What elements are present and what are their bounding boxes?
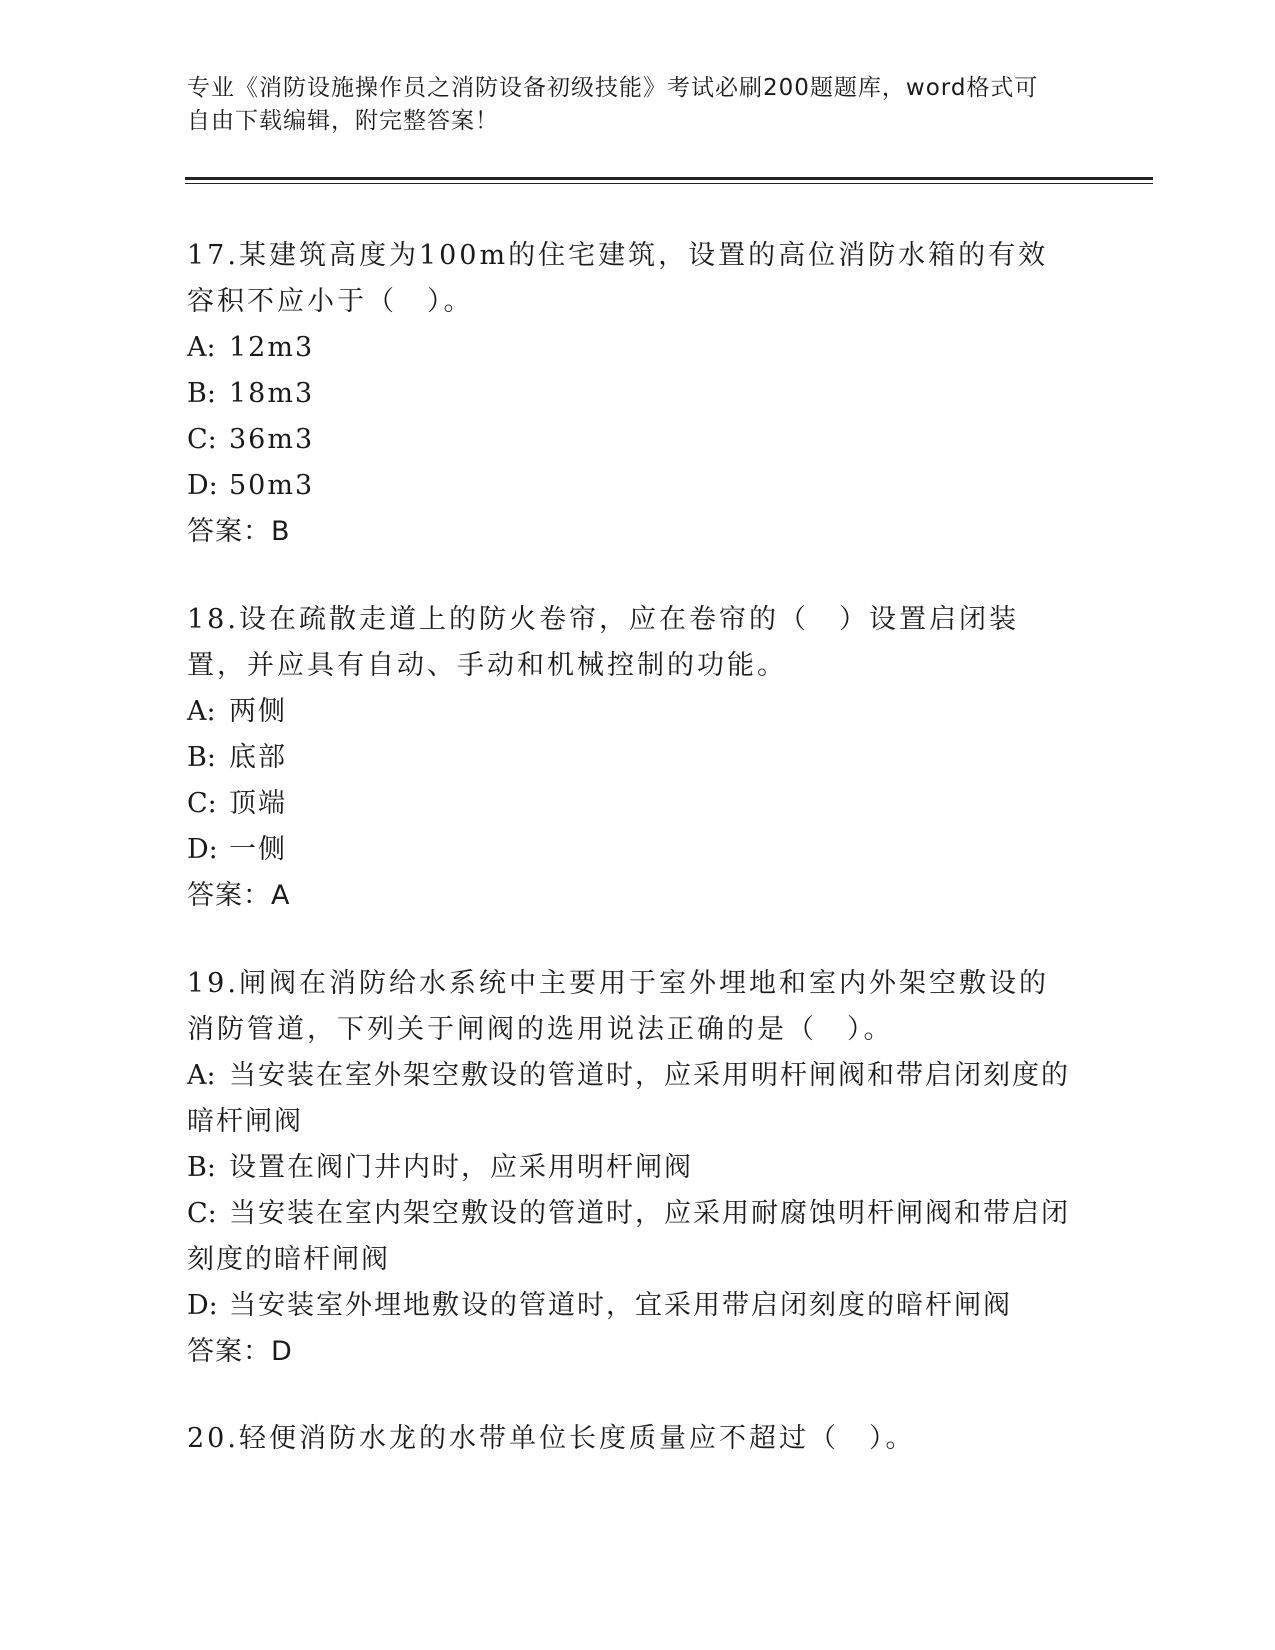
question-stem: 19.闸阀在消防给水系统中主要用于室外埋地和室内外架空敷设的消防管道，下列关于闸阀的选用说法正确的是（ ）。 bbox=[187, 968, 1049, 1045]
answer-line: 答案：B bbox=[187, 516, 291, 547]
option-text: 底部 bbox=[229, 742, 287, 773]
option-d bbox=[187, 1283, 1072, 1329]
header-line-2: 自由下载编辑，附完整答案！ bbox=[187, 108, 499, 134]
option-b bbox=[187, 371, 1072, 417]
option-c bbox=[187, 781, 1072, 827]
option-text: 顶端 bbox=[229, 788, 287, 819]
option-letter: A: bbox=[187, 1060, 216, 1091]
question-18 bbox=[187, 597, 1072, 919]
option-letter: C: bbox=[187, 788, 217, 819]
option-letter: B: bbox=[187, 1152, 216, 1183]
question-19 bbox=[187, 961, 1072, 1375]
option-letter: B: bbox=[187, 378, 216, 409]
option-text: 当安装室外埋地敷设的管道时，宜采用带启闭刻度的暗杆闸阀 bbox=[229, 1290, 1012, 1321]
question-stem: 18.设在疏散走道上的防火卷帘，应在卷帘的（ ）设置启闭装置，并应具有自动、手动和机械控制的功能。 bbox=[187, 604, 1019, 681]
option-b bbox=[187, 1145, 1072, 1191]
option-d bbox=[187, 827, 1072, 873]
question-stem: 17.某建筑高度为100m的住宅建筑，设置的高位消防水箱的有效容积不应小于（ ）。 bbox=[187, 240, 1049, 317]
option-text: 当安装在室外架空敷设的管道时，应采用明杆闸阀和带启闭刻度的暗杆闸阀 bbox=[187, 1060, 1070, 1137]
option-letter: C: bbox=[187, 424, 217, 455]
option-text: 当安装在室内架空敷设的管道时，应采用耐腐蚀明杆闸阀和带启闭刻度的暗杆闸阀 bbox=[187, 1198, 1070, 1275]
option-c bbox=[187, 1191, 1072, 1283]
option-text: 两侧 bbox=[229, 696, 287, 727]
option-letter: B: bbox=[187, 742, 216, 773]
question-stem: 20.轻便消防水龙的水带单位长度质量应不超过（ ）。 bbox=[187, 1423, 916, 1454]
option-letter: C: bbox=[187, 1198, 217, 1229]
option-letter: D: bbox=[187, 470, 218, 501]
header-line-1: 专业《消防设施操作员之消防设备初级技能》考试必刷200题题库，word格式可 bbox=[187, 75, 1039, 101]
header-divider-thick bbox=[185, 177, 1153, 180]
option-text: 18m3 bbox=[229, 378, 315, 409]
option-text: 设置在阀门井内时，应采用明杆闸阀 bbox=[229, 1152, 693, 1183]
option-letter: D: bbox=[187, 834, 218, 865]
option-c bbox=[187, 417, 1072, 463]
option-a bbox=[187, 325, 1072, 371]
option-letter: D: bbox=[187, 1290, 218, 1321]
option-text: 50m3 bbox=[229, 470, 315, 501]
header-divider-thin bbox=[185, 183, 1153, 184]
answer-line: 答案：A bbox=[187, 880, 291, 911]
question-20 bbox=[187, 1416, 1072, 1462]
option-text: 一侧 bbox=[229, 834, 287, 865]
document-header bbox=[187, 72, 1067, 138]
option-text: 12m3 bbox=[229, 332, 315, 363]
option-text: 36m3 bbox=[229, 424, 315, 455]
option-letter: A: bbox=[187, 332, 216, 363]
option-a bbox=[187, 1053, 1072, 1145]
option-d bbox=[187, 463, 1072, 509]
option-a bbox=[187, 689, 1072, 735]
option-b bbox=[187, 735, 1072, 781]
question-17 bbox=[187, 233, 1072, 555]
option-letter: A: bbox=[187, 696, 216, 727]
answer-line: 答案：D bbox=[187, 1336, 293, 1367]
